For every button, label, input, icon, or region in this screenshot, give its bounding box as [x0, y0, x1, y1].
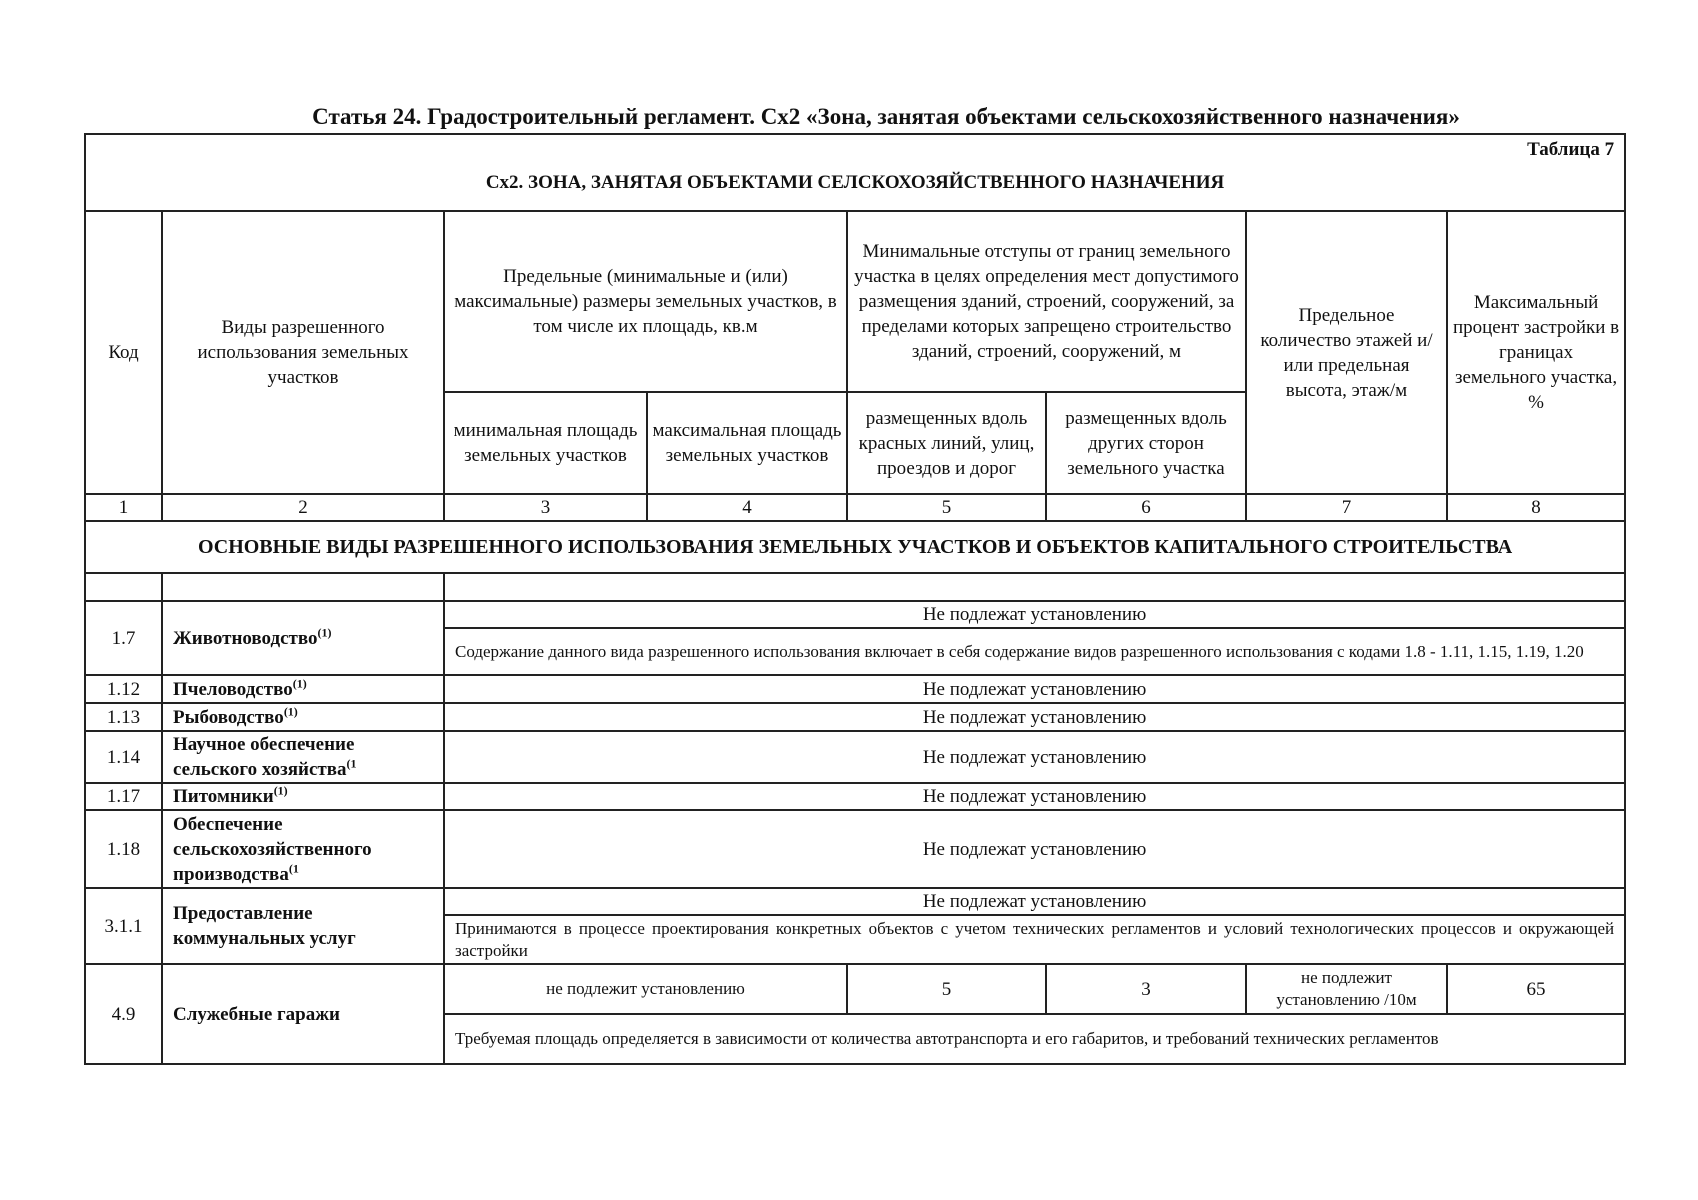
garage-setback-red: 5 [847, 964, 1046, 1014]
column-number: 2 [162, 494, 444, 521]
row-name: Обеспечение сельскохозяйственного производства$^{(1}$ [162, 810, 444, 888]
garage-percent: 65 [1447, 964, 1625, 1014]
row-value: Не подлежат установлению [444, 888, 1625, 915]
row-note: Содержание данного вида разрешенного использования включает в себя содержание видов разрешенного использования с кодами 1.8 - 1.11, 1.15, 1.19, 1.20 [444, 628, 1625, 675]
row-name: Служебные гаражи [162, 964, 444, 1064]
header-code: Код [85, 211, 162, 494]
zone-title: Сх2. ЗОНА, ЗАНЯТАЯ ОБЪЕКТАМИ СЕЛСКОХОЗЯЙСТВЕННОГО НАЗНАЧЕНИЯ [485, 172, 1225, 193]
table-title-cell [85, 134, 1625, 211]
column-number: 3 [444, 494, 647, 521]
regulation-table [84, 133, 1626, 1065]
row-value: Не подлежат установлению [444, 731, 1625, 783]
row-name: Научное обеспечение сельского хозяйства$^{(1}$ [162, 731, 444, 783]
header-setback-other: размещенных вдоль других сторон земельного участка [1046, 392, 1246, 494]
row-code: 3.1.1 [85, 888, 162, 964]
table-row [85, 731, 1625, 783]
empty-cell [444, 573, 1625, 601]
table-row [85, 675, 1625, 703]
row-code: 1.7 [85, 601, 162, 675]
column-number: 7 [1246, 494, 1447, 521]
column-number: 8 [1447, 494, 1625, 521]
table-number: Таблица 7 [1527, 139, 1615, 160]
empty-row [85, 573, 1625, 601]
row-value: Не подлежат установлению [444, 703, 1625, 731]
row-code: 1.12 [85, 675, 162, 703]
row-code: 4.9 [85, 964, 162, 1064]
row-name: Предоставление коммунальных услуг [162, 888, 444, 964]
header-plot-sizes: Предельные (минимальные и (или) максимальные) размеры земельных участков, в том числе их площадь, кв.м [444, 211, 847, 392]
row-note: Требуемая площадь определяется в зависимости от количества автотранспорта и его габаритов, и требований технических регламентов [444, 1014, 1625, 1064]
document-title: Статья 24. Градостроительный регламент. Сх2 «Зона, занятая объектами сельскохозяйственного назначения» [312, 104, 1460, 129]
row-name: Рыбоводство$^{(1)}$ [162, 703, 444, 731]
header-max-area: максимальная площадь земельных участков [647, 392, 847, 494]
header-min-area: минимальная площадь земельных участков [444, 392, 647, 494]
row-code: 1.17 [85, 783, 162, 810]
column-number: 5 [847, 494, 1046, 521]
empty-cell [162, 573, 444, 601]
row-code: 1.13 [85, 703, 162, 731]
column-number: 1 [85, 494, 162, 521]
table-row [85, 810, 1625, 888]
column-number: 6 [1046, 494, 1246, 521]
header-max-percent: Максимальный процент застройки в границах земельного участка, % [1447, 211, 1625, 494]
column-number: 4 [647, 494, 847, 521]
table-row [85, 703, 1625, 731]
row-code: 1.18 [85, 810, 162, 888]
header-setback-red-lines: размещенных вдоль красных линий, улиц, проездов и дорог [847, 392, 1046, 494]
row-name: Животноводство$^{(1)}$ [162, 601, 444, 675]
table-row [85, 783, 1625, 810]
row-name: Пчеловодство$^{(1)}$ [162, 675, 444, 703]
row-name: Питомники$^{(1)}$ [162, 783, 444, 810]
table-row [85, 601, 1625, 628]
empty-cell [85, 573, 162, 601]
column-numbers-row [85, 494, 1625, 521]
row-note: Принимаются в процессе проектирования конкретных объектов с учетом технических регламентов и условий технологических процессов и окружающей застройки [444, 915, 1625, 964]
row-value: Не подлежат установлению [444, 810, 1625, 888]
table-row [85, 888, 1625, 915]
garage-floors: не подлежит установлению /10м [1246, 964, 1447, 1014]
header-usage-types: Виды разрешенного использования земельных участков [162, 211, 444, 494]
garage-setback-other: 3 [1046, 964, 1246, 1014]
table-row [85, 964, 1625, 1014]
row-value: Не подлежат установлению [444, 783, 1625, 810]
header-setbacks: Минимальные отступы от границ земельного участка в целях определения мест допустимого размещения зданий, строений, сооружений, за пределами которых запрещено строительство зданий, строений, сооружений, м [847, 211, 1246, 392]
section-title: ОСНОВНЫЕ ВИДЫ РАЗРЕШЕННОГО ИСПОЛЬЗОВАНИЯ ЗЕМЕЛЬНЫХ УЧАСТКОВ И ОБЪЕКТОВ КАПИТАЛЬНОГО СТРОИТЕЛЬСТВА [85, 521, 1625, 573]
garage-area: не подлежит установлению [444, 964, 847, 1014]
row-code: 1.14 [85, 731, 162, 783]
header-floors: Предельное количество этажей и/или предельная высота, этаж/м [1246, 211, 1447, 494]
row-value: Не подлежат установлению [444, 601, 1625, 628]
row-value: Не подлежат установлению [444, 675, 1625, 703]
